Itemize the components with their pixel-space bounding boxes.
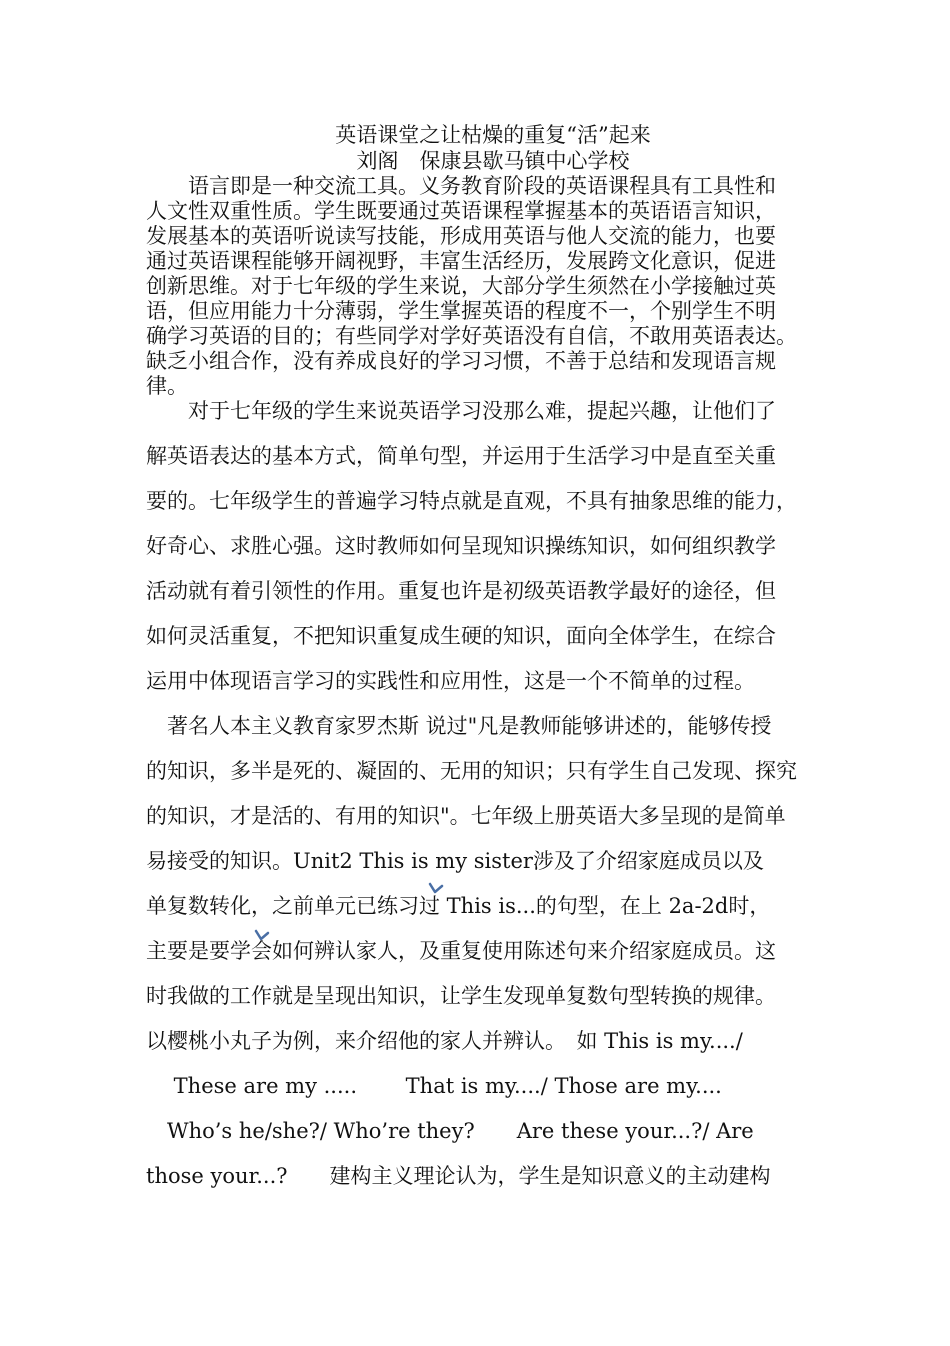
paragraph-3-line: These are my ..... That is my..../ Those are my....	[146, 1074, 722, 1098]
paragraph-3-line: 著名人本主义教育家罗杰斯 说过"凡是教师能够讲述的，能够传授	[146, 714, 772, 738]
paragraph-1-line: 创新思维。对于七年级的学生来说，大部分学生须然在小学接触过英	[146, 274, 776, 298]
paragraph-2-line: 解英语表达的基本方式，简单句型，并运用于生活学习中是直至关重	[146, 444, 776, 468]
paragraph-3-line: 易接受的知识。Unit2 This is my sister涉及了介绍家庭成员以及	[146, 849, 764, 873]
paragraph-1-line: 律。	[146, 374, 188, 398]
paragraph-2-line: 好奇心、求胜心强。这时教师如何呈现知识操练知识，如何组织教学	[146, 534, 776, 558]
paragraph-3-line: 主要是要学会如何辨认家人，及重复使用陈述句来介绍家庭成员。这	[146, 939, 776, 963]
paragraph-3-line: Who’s he/she?/ Who’re they? Are these your...?/ Are	[146, 1119, 754, 1143]
paragraph-3-line: those your...? 建构主义理论认为，学生是知识意义的主动建构	[146, 1164, 771, 1188]
paragraph-1-line: 缺乏小组合作，没有养成良好的学习习惯，不善于总结和发现语言规	[146, 349, 776, 373]
paragraph-3-line: 的知识，多半是死的、凝固的、无用的知识；只有学生自己发现、探究	[146, 759, 797, 783]
revision-marker-icon	[428, 882, 444, 896]
paragraph-1-line: 通过英语课程能够开阔视野，丰富生活经历，发展跨文化意识，促进	[146, 249, 776, 273]
paragraph-2-line: 要的。七年级学生的普遍学习特点就是直观，不具有抽象思维的能力，	[146, 489, 797, 513]
paragraph-3-line: 单复数转化，之前单元已练习过 This is...的句型，在上 2a-2d时，	[146, 894, 771, 918]
paragraph-2-line: 对于七年级的学生来说英语学习没那么难，提起兴趣，让他们了	[146, 399, 776, 423]
paragraph-2-line: 运用中体现语言学习的实践性和应用性，这是一个不简单的过程。	[146, 669, 755, 693]
paragraph-3-line: 以樱桃小丸子为例，来介绍他的家人并辨认。 如 This is my..../	[146, 1029, 743, 1053]
paragraph-1-line: 人文性双重性质。学生既要通过英语课程掌握基本的英语语言知识，	[146, 199, 776, 223]
document-title: 英语课堂之让枯燥的重复“活”起来	[335, 123, 651, 147]
paragraph-2-line: 活动就有着引领性的作用。重复也许是初级英语教学最好的途径，但	[146, 579, 776, 603]
paragraph-1-line: 语言即是一种交流工具。义务教育阶段的英语课程具有工具性和	[146, 174, 776, 198]
paragraph-3-line: 时我做的工作就是呈现出知识，让学生发现单复数句型转换的规律。	[146, 984, 776, 1008]
revision-marker-icon	[254, 928, 270, 942]
paragraph-2-line: 如何灵活重复，不把知识重复成生硬的知识，面向全体学生，在综合	[146, 624, 776, 648]
author-line: 刘阁 保康县歇马镇中心学校	[356, 149, 630, 173]
paragraph-1-line: 发展基本的英语听说读写技能，形成用英语与他人交流的能力，也要	[146, 224, 776, 248]
paragraph-3-line: 的知识，才是活的、有用的知识"。七年级上册英语大多呈现的是简单	[146, 804, 786, 828]
paragraph-1-line: 确学习英语的目的；有些同学对学好英语没有自信，不敢用英语表达。	[146, 324, 797, 348]
paragraph-1-line: 语，但应用能力十分薄弱，学生掌握英语的程度不一，个别学生不明	[146, 299, 776, 323]
